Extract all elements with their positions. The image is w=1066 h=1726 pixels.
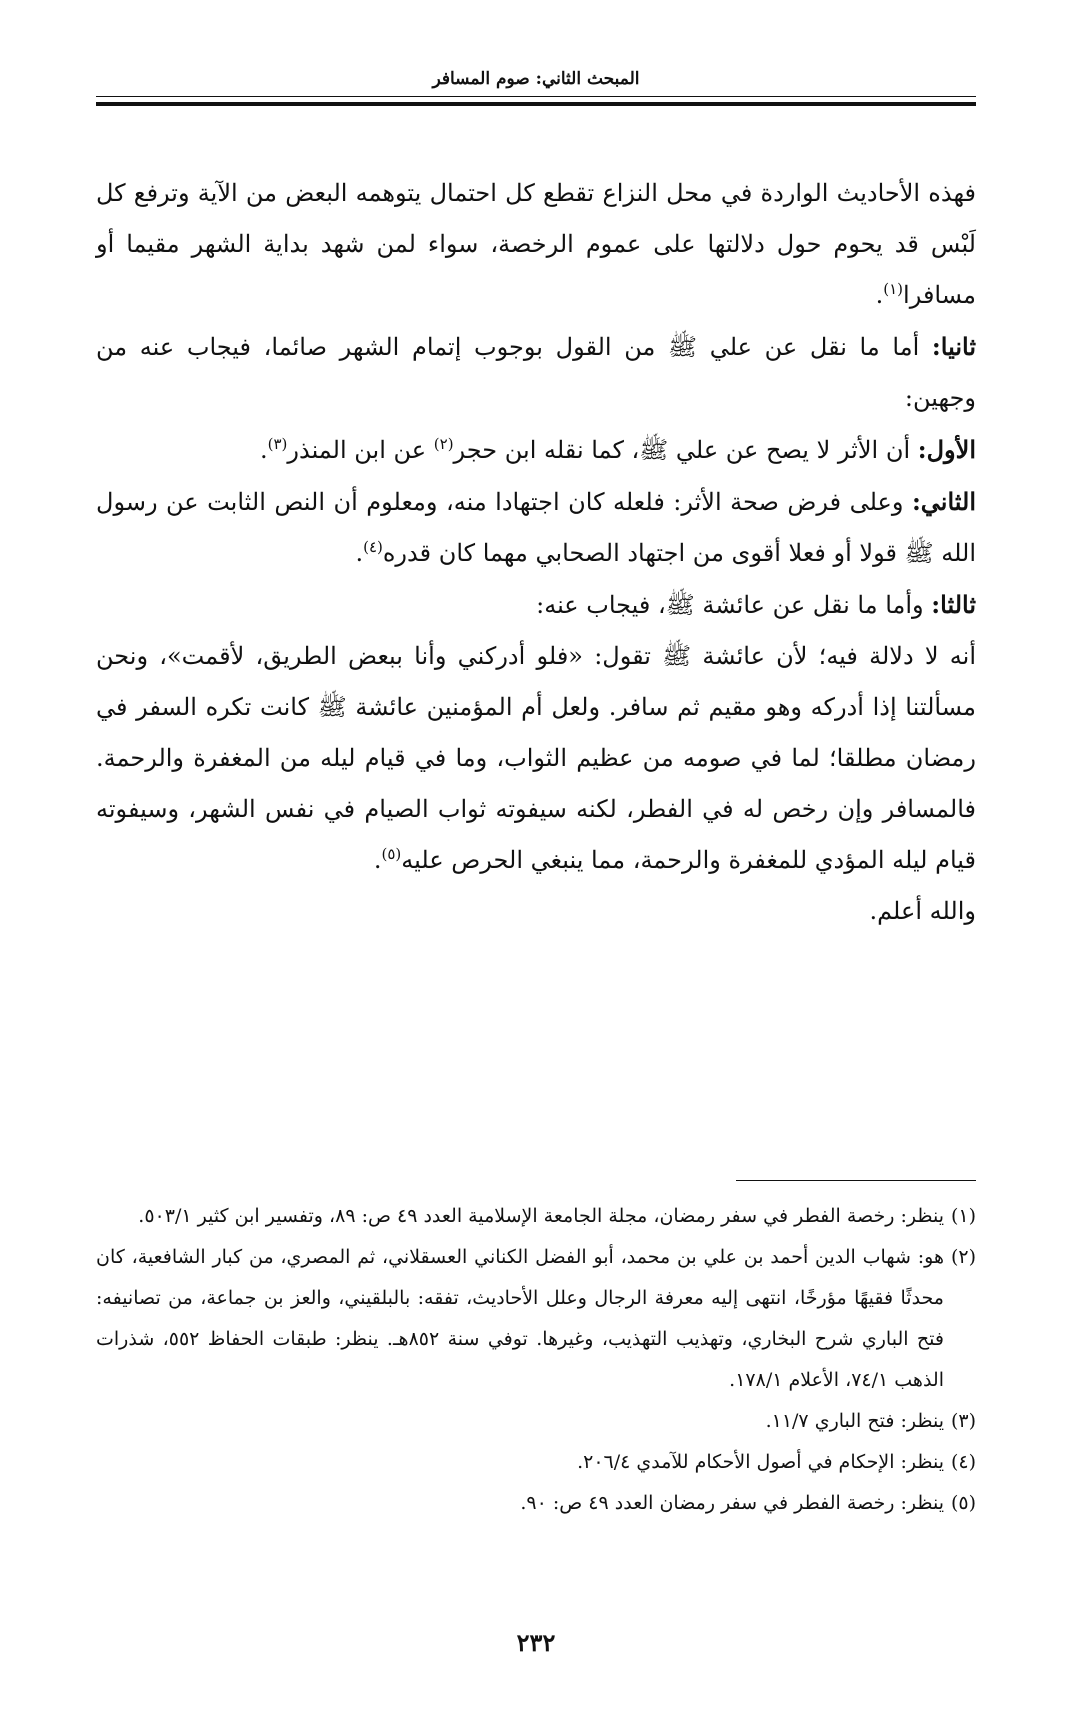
paragraph-5-lead: ثالثا: xyxy=(931,590,976,619)
page-number: ٢٣٢ xyxy=(516,1628,556,1657)
footnote-text: ينظر: الإحكام في أصول الأحكام للآمدي ٢٠٦/٤. xyxy=(577,1451,944,1473)
footnote-ref-3[interactable]: (٣) xyxy=(267,435,288,453)
paragraph-6 xyxy=(96,631,976,886)
body-text xyxy=(96,168,976,937)
footnote-ref-4[interactable]: (٤) xyxy=(363,538,383,556)
paragraph-2-text: أما ما نقل عن علي ﷺ من القول بوجوب إتمام الشهر صائما، فيجاب عنه من وجهين: xyxy=(96,333,976,412)
footnotes xyxy=(96,1196,976,1524)
paragraph-4-lead: الثاني: xyxy=(911,487,977,516)
paragraph-5-text: وأما ما نقل عن عائشة ﷺ، فيجاب عنه: xyxy=(536,591,932,619)
footnote-2 xyxy=(96,1237,976,1401)
paragraph-4 xyxy=(96,476,976,579)
paragraph-2 xyxy=(96,321,976,424)
paragraph-7: والله أعلم. xyxy=(869,897,976,925)
paragraph-5 xyxy=(96,579,976,631)
footnote-4 xyxy=(96,1442,976,1483)
footnote-number: (٣) xyxy=(950,1410,976,1432)
footnote-text: ينظر: فتح الباري ١١/٧. xyxy=(765,1410,944,1432)
paragraph-3-end: . xyxy=(259,436,268,464)
footnote-ref-1[interactable]: (١) xyxy=(883,280,904,298)
footnote-text: ينظر: رخصة الفطر في سفر رمضان العدد ٤٩ ص: ٩٠. xyxy=(520,1492,944,1514)
paragraph-3 xyxy=(96,424,976,476)
footnote-5 xyxy=(96,1483,976,1524)
footnote-ref-2[interactable]: (٢) xyxy=(433,435,454,453)
footnote-number: (٢) xyxy=(950,1246,976,1268)
footnote-1 xyxy=(96,1196,976,1237)
paragraph-6-end: . xyxy=(373,846,382,874)
paragraph-1 xyxy=(96,168,976,321)
paragraph-3-text-b: عن ابن المنذر xyxy=(287,436,434,464)
paragraph-3-lead: الأول: xyxy=(917,435,976,464)
paragraph-6-text: أنه لا دلالة فيه؛ لأن عائشة ﷺ تقول: «فلو أدركني وأنا ببعض الطريق، لأقمت»، ونحن مسألتنا إذا أدركه وهو مقيم ثم سافر. ولعل أم المؤمنين عائشة ﷺ كانت تكره السفر في رمضان مطلقا؛ لما في صومه من عظيم الثواب، وما في قيام ليله من المغفرة والرحمة. فالمسافر وإن رخص له في الفطر، لكنه سيفوته ثواب الصيام في نفس الشهر، وسيفوته قيام ليله المؤدي للمغفرة والرحمة، مما ينبغي الحرص عليه xyxy=(96,642,976,874)
header-rule-thin xyxy=(96,96,976,97)
paragraph-4-end: . xyxy=(355,539,364,567)
paragraph-1-end: . xyxy=(875,281,884,309)
footnote-text: هو: شهاب الدين أحمد بن علي بن محمد، أبو الفضل الكناني العسقلاني، ثم المصري، من كبار الشافعية، كان محدثًا فقيهًا مؤرخًا، انتهى إليه معرفة الرجال وعلل الأحاديث، تفقه: بالبلقيني، والعز بن جماعة، من تصانيفه: فتح الباري شرح البخاري، وتهذيب التهذيب، وغيرها. توفي سنة ٨٥٢هـ. ينظر: طبقات الحفاظ ٥٥٢، شذرات الذهب ٧٤/١، الأعلام ١٧٨/١. xyxy=(96,1246,944,1391)
footnote-ref-5[interactable]: (٥) xyxy=(381,845,402,863)
paragraph-3-text-a: أن الأثر لا يصح عن علي ﷺ، كما نقله ابن حجر xyxy=(453,436,918,464)
footnote-separator xyxy=(736,1180,976,1181)
paragraph-1-text: فهذه الأحاديث الواردة في محل النزاع تقطع كل احتمال يتوهمه البعض من الآية وترفع كل لَبْس قد يحوم حول دلالتها على عموم الرخصة، سواء لمن شهد بداية الشهر مقيما أو مسافرا xyxy=(96,179,976,309)
footnote-number: (٤) xyxy=(950,1451,976,1473)
running-header: المبحث الثاني: صوم المسافر xyxy=(432,69,640,89)
footnote-text: ينظر: رخصة الفطر في سفر رمضان، مجلة الجامعة الإسلامية العدد ٤٩ ص: ٨٩، وتفسير ابن كثير ٥٠٣/١. xyxy=(138,1205,944,1227)
paragraph-2-lead: ثانيا: xyxy=(931,332,976,361)
footnote-number: (٥) xyxy=(950,1492,976,1514)
header-rule-thick xyxy=(96,102,976,106)
footnote-3 xyxy=(96,1401,976,1442)
footnote-number: (١) xyxy=(950,1205,976,1227)
paragraph-4-text: وعلى فرض صحة الأثر: فلعله كان اجتهادا منه، ومعلوم أن النص الثابت عن رسول الله ﷺ قولا أو فعلا أقوى من اجتهاد الصحابي مهما كان قدره xyxy=(96,488,976,567)
